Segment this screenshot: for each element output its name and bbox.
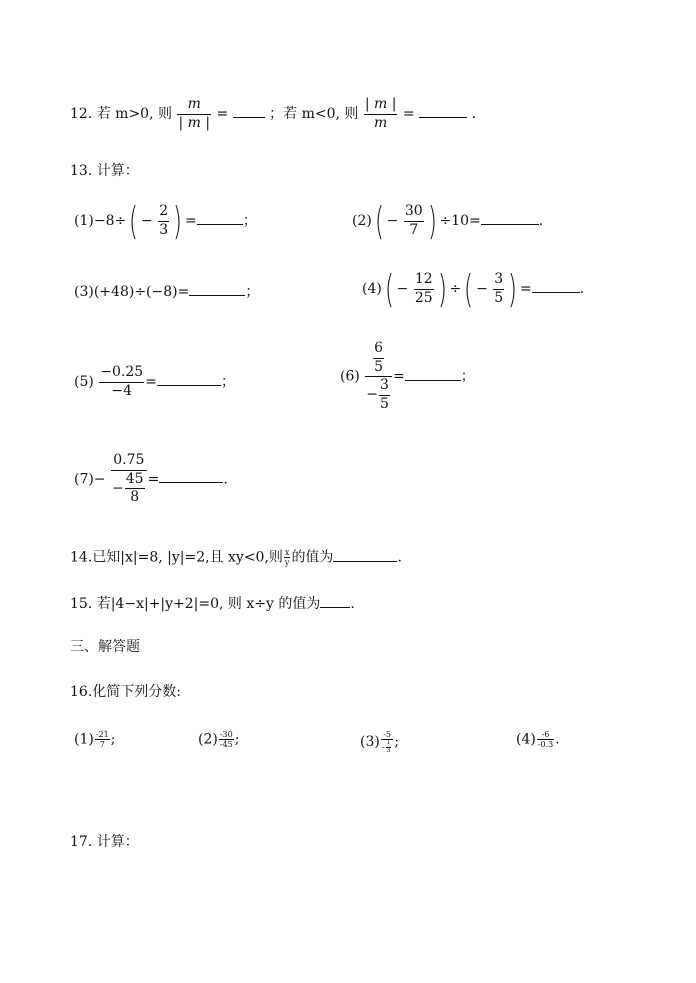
answer-blank[interactable] [197,223,243,225]
answer-blank[interactable] [481,223,539,225]
answer-blank[interactable] [405,379,461,381]
question-13-title: 13. 计算： [70,163,139,179]
question-12: 12. 若 m>0, 则 $\frac{m}{| m |}$ = ；若 m<0, 则 $\frac{| m |}{m}$ = . [70,96,477,131]
question-17-title: 17. 计算： [70,834,139,850]
fraction-abs-m-over-m: $\frac{| m |}{m}$ [364,96,397,131]
complex-fraction: 0.75 − $\frac{45}{8}$ [111,452,147,507]
q13-part-2: (2)( − $\frac{30}{7}$ ) ÷10= . [352,199,544,243]
q13-part-6: (6) $\frac{6}{5}$ − $\frac{3}{5}$ = ； [340,340,475,412]
q16-part-4: (4) $\frac{-6}{-0.3}$ . [516,730,560,750]
q13-part-3: (3)(+48)÷(−8)= ； [74,284,260,300]
q13-part-4: (4)( − $\frac{12}{25}$ ) ÷( − $\frac{3}{5}$ ) = . [362,267,585,311]
answer-blank[interactable] [419,116,467,118]
answer-blank[interactable] [159,481,223,483]
fraction-m-over-abs-m: $\frac{m}{| m |}$ [178,96,211,131]
q16-part-2: (2) $\frac{-30}{-45}$ ; [198,730,240,750]
answer-blank[interactable] [233,116,265,118]
question-16-title: 16.化简下列分数: [70,684,181,700]
section-title: 三、解答题 [70,639,140,655]
complex-fraction: $\frac{6}{5}$ − $\frac{3}{5}$ [365,340,392,413]
q13-part-1: (1)−8÷( − $\frac{2}{3}$ ) = ； [74,199,257,243]
q13-part-5: (5) $\frac{-0.25}{-4}$ = ； [74,364,235,399]
answer-blank[interactable] [157,384,221,386]
answer-blank[interactable] [320,606,350,608]
q16-part-3: (3) -5 - $\frac{1}{3}$ ; [360,730,400,754]
question-14: 14.已知|x|=8, |y|=2,且 xy<0,则 $\frac{x}{y}$ 的值为 . [70,548,402,568]
q16-part-1: (1) $\frac{-21}{7}$ ; [74,730,116,750]
q13-part-7: (7)− 0.75 − $\frac{45}{8}$ = . [74,452,228,505]
answer-blank[interactable] [333,560,397,562]
answer-blank[interactable] [532,291,580,293]
question-15: 15. 若|4−x|+|y+2|=0, 则 x÷y 的值为 . [70,596,355,612]
answer-blank[interactable] [189,294,245,296]
